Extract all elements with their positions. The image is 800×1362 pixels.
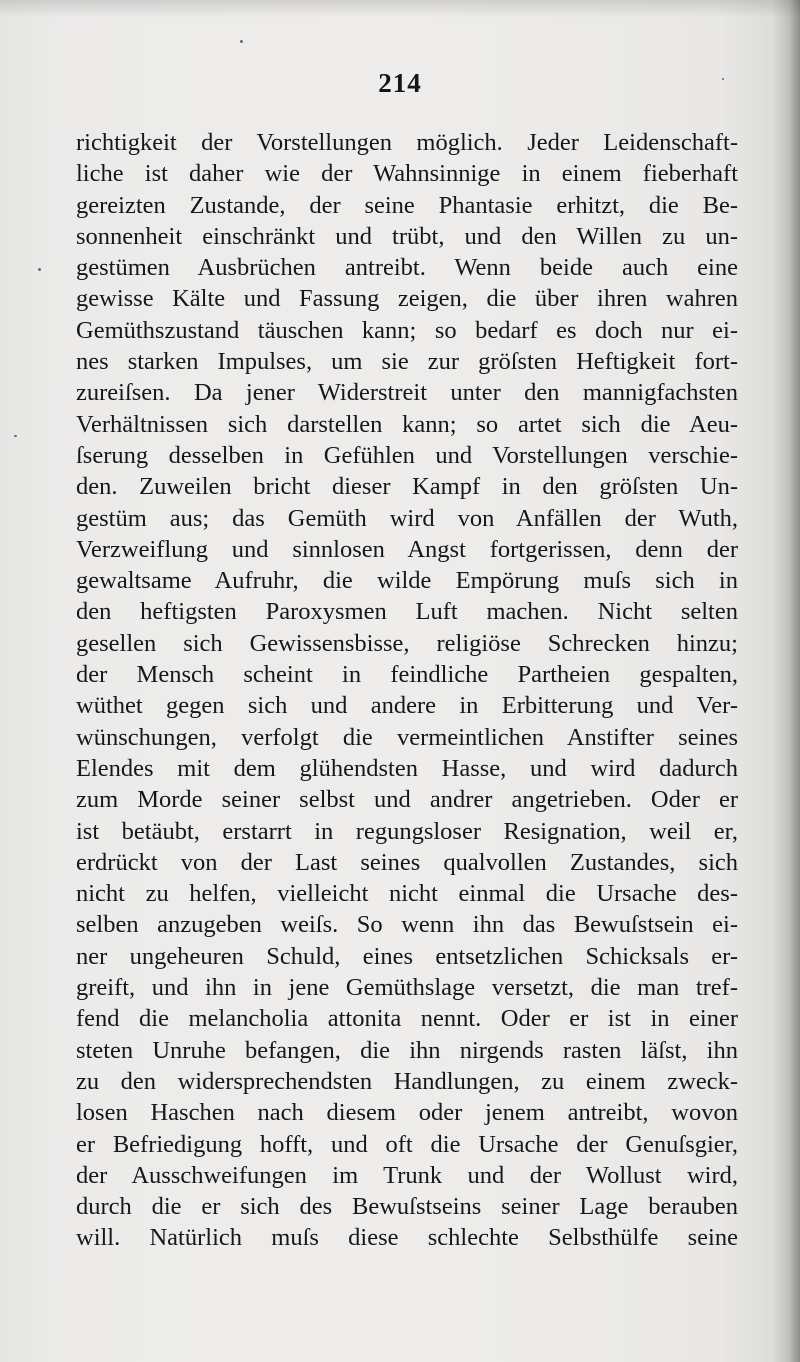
text-line: den. Zuweilen bricht dieser Kampf in den gröſsten Un- (76, 473, 738, 501)
paper-speck (240, 40, 243, 43)
text-line: losen Haschen nach diesem oder jenem antreibt, wovon (76, 1099, 738, 1127)
text-line: fend die melancholia attonita nennt. Oder er ist in einer (76, 1005, 738, 1033)
text-line: ner ungeheuren Schuld, eines entsetzlichen Schicksals er- (76, 942, 738, 970)
text-line: Elendes mit dem glühendsten Hasse, und wird dadurch (76, 754, 738, 782)
text-line: wünschungen, verfolgt die vermeintlichen Anstifter seines (76, 723, 738, 751)
text-line: liche ist daher wie der Wahnsinnige in einem fieberhaft (76, 160, 738, 188)
text-line: wüthet gegen sich und andere in Erbitterung und Ver- (76, 692, 738, 720)
page-number: 214 (378, 68, 422, 98)
text-line: sonnenheit einschränkt und trübt, und den Willen zu un- (76, 222, 738, 250)
text-line: gestüm aus; das Gemüth wird von Anfällen der Wuth, (76, 504, 738, 532)
paper-speck (38, 268, 41, 271)
text-line: gewaltsame Aufruhr, die wilde Empörung muſs sich in (76, 567, 738, 595)
text-line: greift, und ihn in jene Gemüthslage versetzt, die man tref- (76, 974, 738, 1002)
text-line: Gemüthszustand täuschen kann; so bedarf es doch nur ei- (76, 316, 738, 344)
text-line: zureiſsen. Da jener Widerstreit unter den mannigfachsten (76, 379, 738, 407)
text-line: zu den widersprechendsten Handlungen, zu einem zweck- (76, 1067, 738, 1095)
text-line: Verhältnissen sich darstellen kann; so artet sich die Aeu- (76, 410, 738, 438)
gutter-shadow (772, 0, 800, 1362)
text-line: gewisse Kälte und Fassung zeigen, die über ihren wahren (76, 285, 738, 313)
paper-speck (14, 435, 17, 437)
text-line: den heftigsten Paroxysmen Luft machen. Nicht selten (76, 598, 738, 626)
text-line: ist betäubt, erstarrt in regungsloser Resignation, weil er, (76, 817, 738, 845)
text-line: steten Unruhe befangen, die ihn nirgends rasten läſst, ihn (76, 1036, 738, 1064)
text-line: der Ausschweifungen im Trunk und der Wollust wird, (76, 1161, 738, 1189)
text-line: richtigkeit der Vorstellungen möglich. Jeder Leidenschaft- (76, 129, 738, 156)
text-line: Verzweiflung und sinnlosen Angst fortgerissen, denn der (76, 535, 738, 563)
text-line: nes starken Impulses, um sie zur gröſsten Heftigkeit fort- (76, 348, 738, 376)
text-line: gesellen sich Gewissensbisse, religiöse Schrecken hinzu; (76, 629, 738, 657)
text-line: er Befriedigung hofft, und oft die Ursache der Genuſsgier, (76, 1130, 738, 1158)
text-line: der Mensch scheint in feindliche Partheien gespalten, (76, 661, 738, 689)
body-text (76, 127, 738, 1254)
text-line: will. Natürlich muſs diese schlechte Selbsthülfe seine (76, 1224, 738, 1252)
text-line: gereizten Zustande, der seine Phantasie erhitzt, die Be- (76, 191, 738, 219)
text-line: durch die er sich des Bewuſstseins seiner Lage berauben (76, 1193, 738, 1221)
text-line: gestümen Ausbrüchen antreibt. Wenn beide auch eine (76, 254, 738, 282)
text-line: ſserung desselben in Gefühlen und Vorstellungen verschie- (76, 441, 738, 469)
top-edge-shadow (0, 0, 800, 18)
text-line: erdrückt von der Last seines qualvollen Zustandes, sich (76, 848, 738, 876)
text-line: zum Morde seiner selbst und andrer angetrieben. Oder er (76, 786, 738, 814)
text-line: nicht zu helfen, vielleicht nicht einmal die Ursache des- (76, 880, 738, 908)
text-line: selben anzugeben weiſs. So wenn ihn das Bewuſstsein ei- (76, 911, 738, 939)
